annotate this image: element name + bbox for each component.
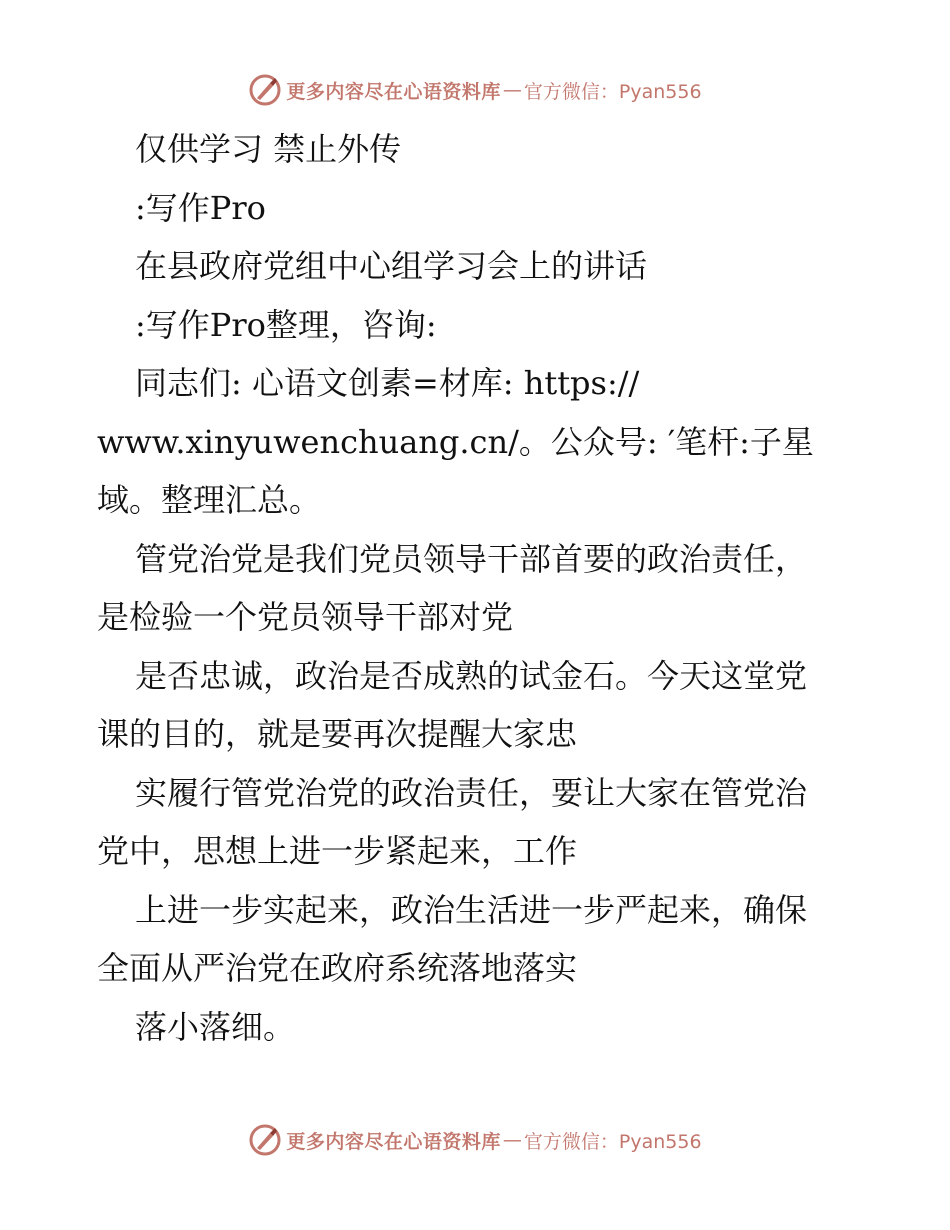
paragraph-line: 是检验一个党员领导干部对党 [97,598,514,636]
banner-wechat-text: 官方微信：Pyan556 [523,1130,702,1153]
paragraph-line: :写作Pro整理，咨询: [135,305,437,344]
footer-watermark-banner [0,1120,950,1160]
paragraph-line: www.xinyuwenchuang.cn/。公众号: ′笔杆:子星 [97,422,814,461]
paragraph-line: 在县政府党组中心组学习会上的讲话 [135,247,648,285]
paragraph-line: 课的目的，就是要再次提醒大家忠 [97,715,578,753]
paragraph-line: 仅供学习 禁止外传 [135,130,402,168]
paragraph-line: 全面从严治党在政府系统落地落实 [97,949,578,987]
banner-wechat-text: 官方微信：Pyan556 [523,80,702,103]
paragraph-line: 管党治党是我们党员领导干部首要的政治责任， [135,539,808,578]
quill-pen-icon [248,1123,282,1157]
document-body [97,120,857,1056]
quill-pen-icon [248,73,282,107]
paragraph-line: 实履行管党治党的政治责任，要让大家在管党治 [135,773,808,812]
paragraph-line: :写作Pro [135,188,266,227]
paragraph-line: 是否忠诚，政治是否成熟的试金石。今天这堂党 [135,656,808,695]
paragraph-line: 同志们: 心语文创素=材库: https:// [135,364,640,402]
paragraph-line: 上进一步实起来，政治生活进一步严起来，确保 [135,890,808,929]
paragraph-line: 域。整理汇总。 [97,481,322,519]
banner-dash: — [502,79,522,101]
header-watermark-banner [0,70,950,110]
banner-brand-text: 更多内容尽在心语资料库 [286,80,501,103]
paragraph-line: 落小落细。 [135,1007,296,1046]
paragraph-line: 党中，思想上进一步紧起来，工作 [97,832,578,870]
banner-dash: — [502,1129,522,1151]
banner-brand-text: 更多内容尽在心语资料库 [286,1130,501,1153]
